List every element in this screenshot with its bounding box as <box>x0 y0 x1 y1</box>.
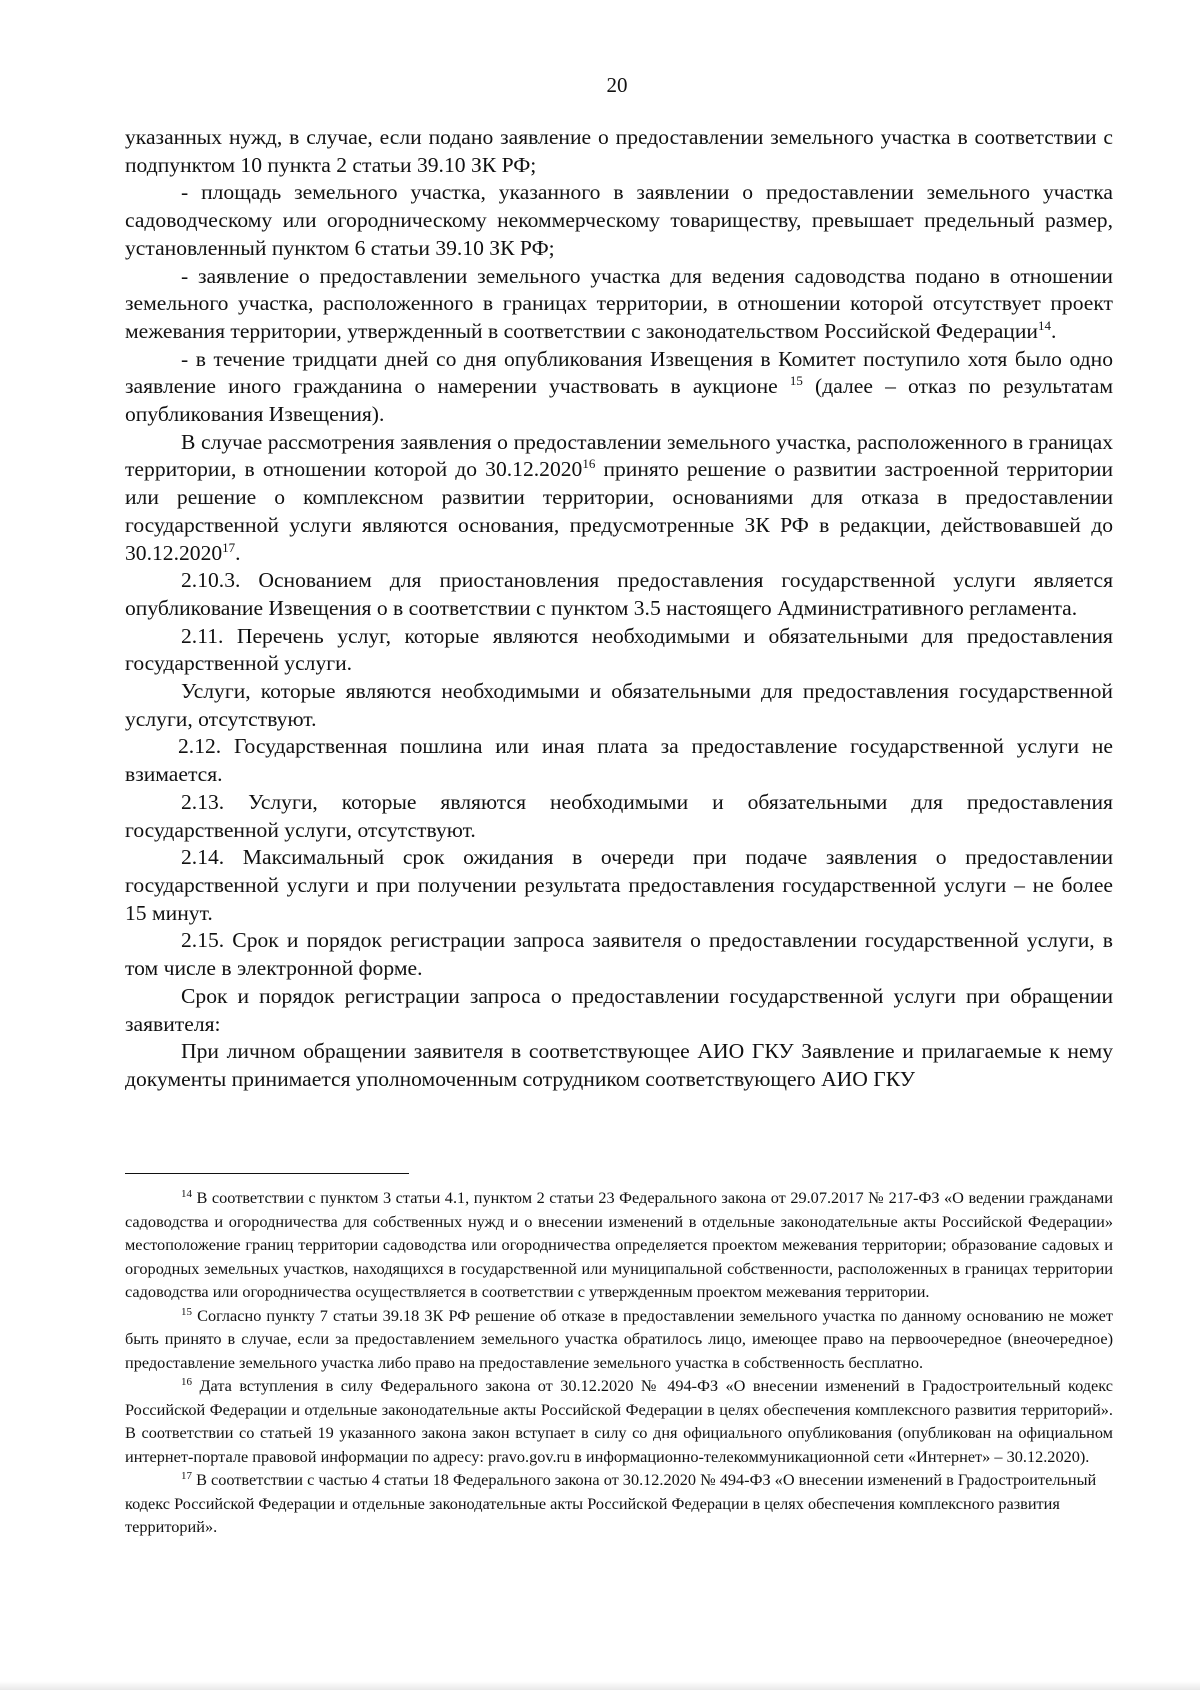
footnote-15: $^{15}$ Согласно пункту 7 статьи 39.18 ЗК РФ решение об отказе в предоставлении земельного участка по данному основанию не может быть принято в случае, если за предоставлением земельного участка обратилось лицо, имеющее право на первоочередное (внеочередное) предоставление земельного участка либо право на предоставление земельного участка в собственность бесплатно. <box>125 1305 1113 1372</box>
paragraph-4: - в течение тридцати дней со дня опубликования Извещения в Комитет поступило хотя было одно заявление иного гражданина о намерении участвовать в аукционе $^{15}$ (далее – отказ по результатам опубликования Извещения). <box>125 346 1114 427</box>
footnotes <box>125 1186 1113 1539</box>
paragraph-6: 2.10.3. Основанием для приостановления предоставления государственной услуги является опубликование Извещения о в соответствии с пунктом 3.5 настоящего Административного регламента. <box>125 568 1113 620</box>
footnote-number: 15 <box>181 1305 192 1318</box>
paragraph-11: 2.14. Максимальный срок ожидания в очереди при подаче заявления о предоставлении государственной услуги и при получении результата предоставления государственной услуги – не более 15 минут. <box>125 845 1113 925</box>
footnote-number: 14 <box>181 1188 192 1200</box>
paragraph-3: - заявление о предоставлении земельного участка для ведения садоводства подано в отношении земельного участка, расположенного в границах территории, в отношении которой отсутствует проект межевания территории, утвержденный в соответствии с законодательством Российской Федерации$^{14}$. <box>125 263 1113 343</box>
paragraph-10: 2.13. Услуги, которые являются необходимыми и обязательными для предоставления государственной услуги, отсутствуют. <box>125 789 1113 842</box>
paragraph-7: 2.11. Перечень услуг, которые являются необходимыми и обязательными для предоставления государственной услуги. <box>125 623 1113 676</box>
footnote-separator <box>125 1173 409 1174</box>
footnote-14: $^{14}$ В соответствии с пунктом 3 статьи 4.1, пунктом 2 статьи 23 Федерального закона от 29.07.2017 № 217-ФЗ «О ведении гражданами садоводства и огородничества для собственных нужд и о внесении изменений в отдельные законодательные акты Российской Федерации» местоположение границ территории садоводства или огородничества определяется проектом межевания территории; образование садовых и огородных земельных участков, находящихся в государственной или муниципальной собственности, расположенных в границах территории садоводства или огородничества осуществляется в соответствии с утвержденным проектом межевания территории. <box>125 1188 1113 1301</box>
footnote-17: $^{17}$ В соответствии с частью 4 статьи 18 Федерального закона от 30.12.2020 № 494-ФЗ «О внесении изменений в Градостроительный кодекс Российской Федерации и отдельные законодательные акты Российской Федерации в целях обеспечения комплексного развития территорий». <box>125 1470 1097 1536</box>
paragraph-12: 2.15. Срок и порядок регистрации запроса заявителя о предоставлении государственной услуги, в том числе в электронной форме. <box>125 928 1113 981</box>
paragraph-5: В случае рассмотрения заявления о предоставлении земельного участка, расположенного в границах территории, в отношении которой до 30.12.2020$^{16}$ принято решение о развитии застроенной территории или решение о комплексном развитии территории, основаниями для отказа в предоставлении государственной услуги являются основания, предусмотренные ЗК РФ в редакции, действовавшей до 30.12.2020$^{17}$. <box>125 429 1114 565</box>
footnote-number: 16 <box>181 1376 192 1388</box>
footnote-16: $^{16}$ Дата вступления в силу Федерального закона от 30.12.2020 № 494-ФЗ «О внесении изменений в Градостроительный кодекс Российской Федерации и отдельные законодательные акты Российской Федерации в целях обеспечения комплексного развития территорий». В соответствии со статьей 19 указанного закона закон вступает в силу со дня официального опубликования (опубликован на официальном интернет-портале правовой информации по адресу: pravo.gov.ru в информационно-телекоммуникационной сети «Интернет» – 30.12.2020). <box>125 1376 1113 1466</box>
paragraph-1: указанных нужд, в случае, если подано заявление о предоставлении земельного участка в соответствии с подпунктом 10 пункта 2 статьи 39.10 ЗК РФ; <box>125 125 1113 177</box>
paragraph-2: - площадь земельного участка, указанного в заявлении о предоставлении земельного участка садоводческому или огородническому некоммерческому товариществу, превышает предельный размер, установленный пунктом 6 статьи 39.10 ЗК РФ; <box>125 180 1113 260</box>
footnote-number: 17 <box>181 1470 192 1482</box>
main-text <box>125 124 1113 1094</box>
paragraph-9: 2.12. Государственная пошлина или иная плата за предоставление государственной услуги не взимается. <box>125 734 1113 787</box>
footnote-ref-16[interactable]: 16 <box>582 456 596 472</box>
paragraph-13: Срок и порядок регистрации запроса о предоставлении государственной услуги при обращении заявителя: <box>125 983 1113 1036</box>
paragraph-14: При личном обращении заявителя в соответствующее АИО ГКУ Заявление и прилагаемые к нему документы принимается уполномоченным сотрудником соответствующего АИО ГКУ <box>125 1039 1113 1091</box>
scan-bottom-edge <box>0 1681 1200 1690</box>
page-number: 20 <box>606 73 628 97</box>
footnote-ref-14[interactable]: 14 <box>1037 317 1051 333</box>
footnote-ref-17[interactable]: 17 <box>222 539 236 555</box>
paragraph-8: Услуги, которые являются необходимыми и обязательными для предоставления государственной услуги, отсутствуют. <box>125 679 1113 731</box>
footnote-ref-15[interactable]: 15 <box>789 373 803 389</box>
